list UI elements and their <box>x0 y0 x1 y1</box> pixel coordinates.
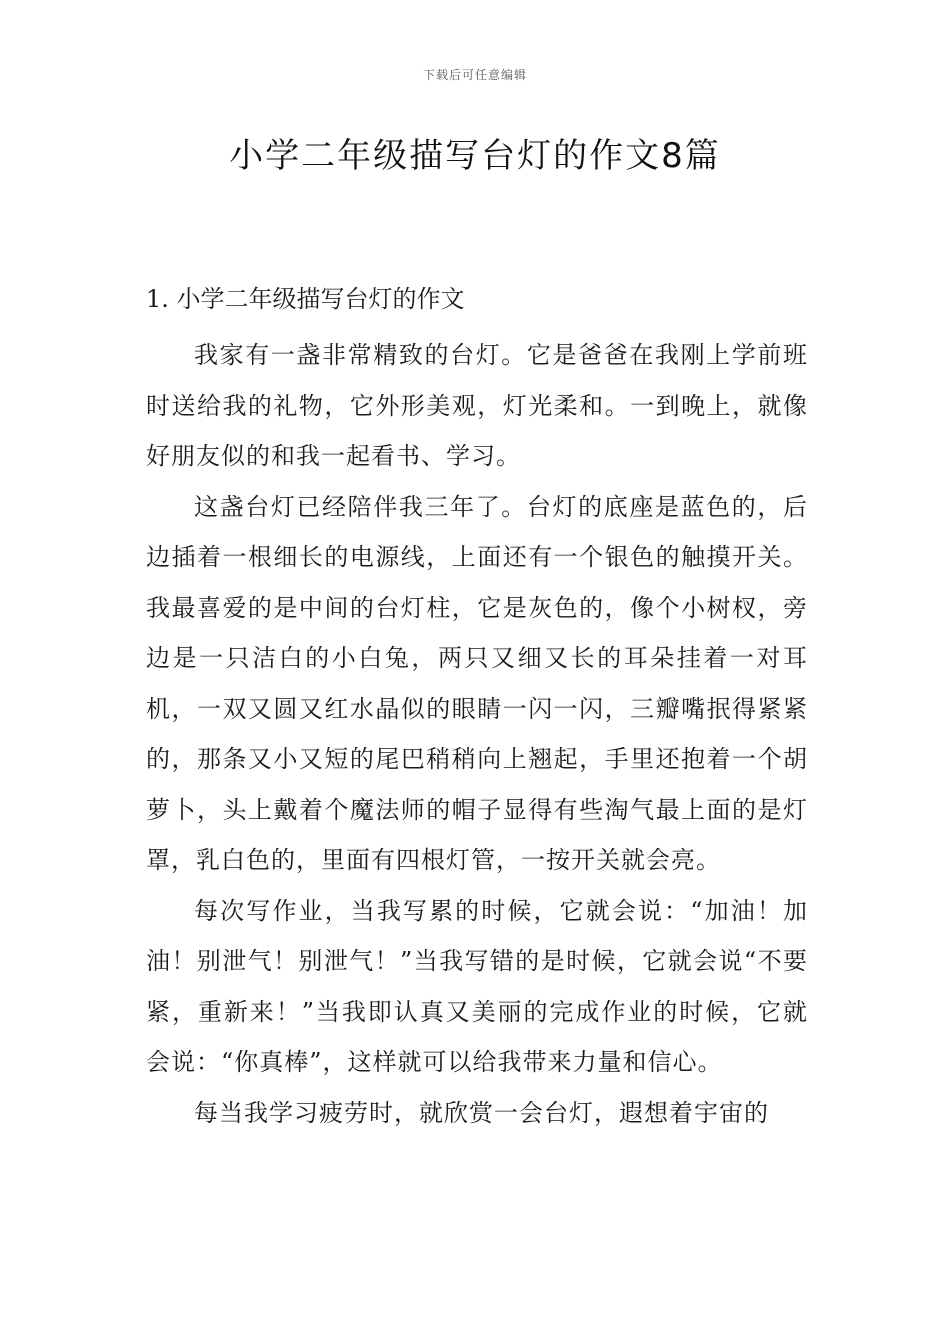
paragraph-2: 这盏台灯已经陪伴我三年了。台灯的底座是蓝色的，后边插着一根细长的电源线，上面还有一个银色的触摸开关。我最喜爱的是中间的台灯柱，它是灰色的，像个小树杈，旁边是一只洁白的小白兔，两只又细又长的耳朵挂着一对耳机，一双又圆又红水晶似的眼睛一闪一闪，三瓣嘴抿得紧紧的，那条又小又短的尾巴稍稍向上翘起，手里还抱着一个胡萝卜，头上戴着个魔法师的帽子显得有些淘气最上面的是灯罩，乳白色的，里面有四根灯管，一按开关就会亮。 <box>146 492 808 874</box>
paragraph-4: 每当我学习疲劳时，就欣赏一会台灯，遐想着宇宙的 <box>194 1098 769 1127</box>
paragraph-3: 每次写作业，当我写累的时候，它就会说：“加油！加油！别泄气！别泄气！”当我写错的是时候，它就会说“不要紧，重新来！”当我即认真又美丽的完成作业的时候，它就会说：“你真棒”，这样就可以给我带来力量和信心。 <box>146 896 808 1076</box>
page-title: 小学二年级描写台灯的作文8篇 <box>229 136 721 176</box>
document-body <box>146 282 808 1138</box>
section-heading: 1. 小学二年级描写台灯的作文 <box>146 285 465 313</box>
paragraph-1: 我家有一盏非常精致的台灯。它是爸爸在我刚上学前班时送给我的礼物，它外形美观，灯光柔和。一到晚上，就像好朋友似的和我一起看书、学习。 <box>146 341 808 470</box>
header-note: 下载后可任意编辑 <box>422 68 527 82</box>
